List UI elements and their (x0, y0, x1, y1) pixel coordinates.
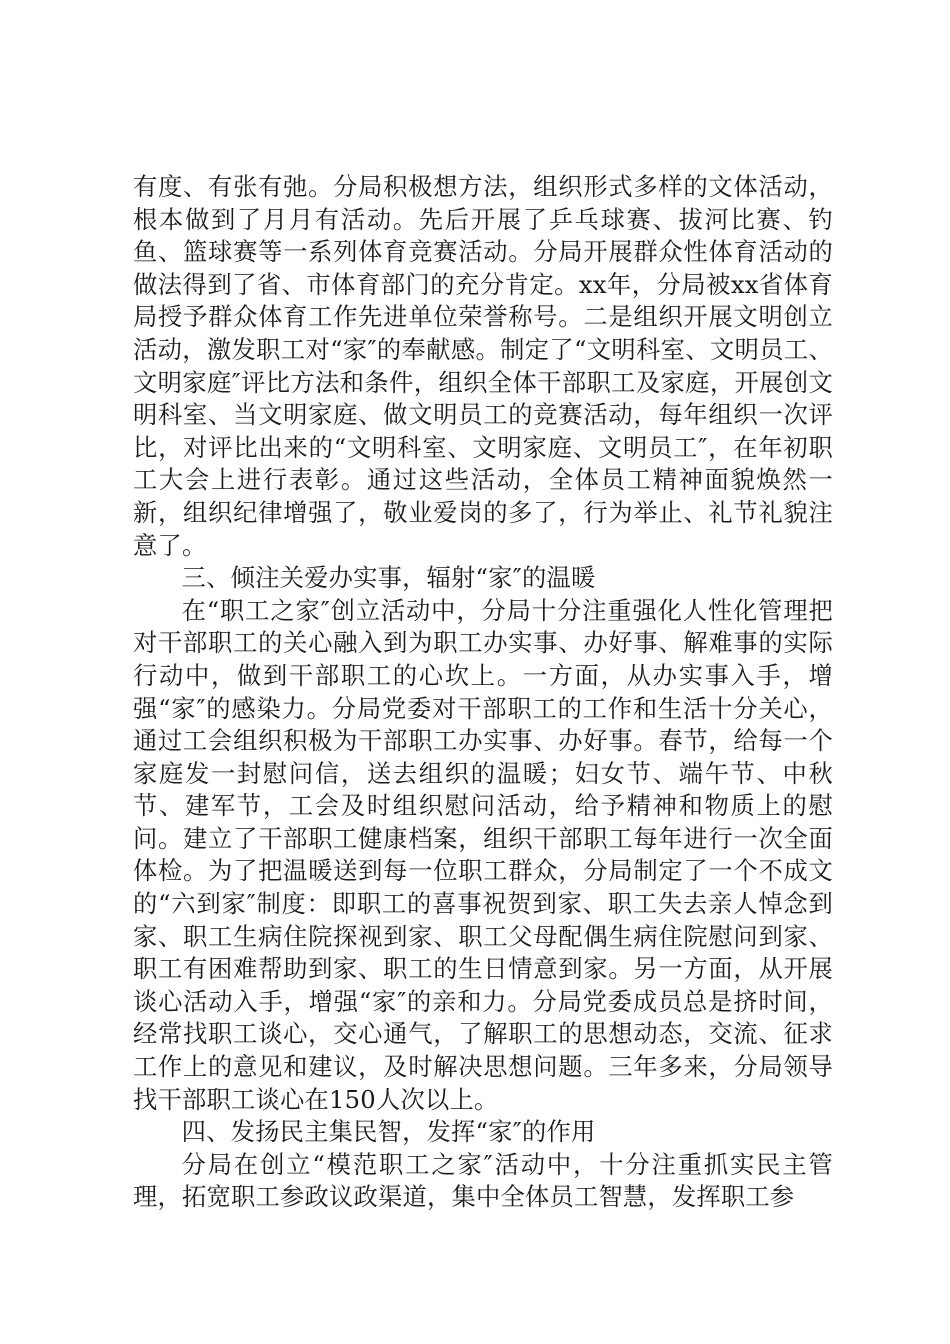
paragraph-sports-and-civilization: 有度、有张有弛。分局积极想方法，组织形式多样的文体活动，根本做到了月月有活动。先后开展了乒乓球赛、拔河比赛、钓鱼、篮球赛等一系列体育竞赛活动。分局开展群众性体育活动的做法得到了省、市体育部门的充分肯定。xx年，分局被xx省体育局授予群众体育工作先进单位荣誉称号。二是组织开展文明创立活动，激发职工对“家″的奉献感。制定了“文明科室、文明员工、文明家庭″评比方法和条件，组织全体干部职工及家庭，开展创文明科室、当文明家庭、做文明员工的竞赛活动，每年组织一次评比，对评比出来的“文明科室、文明家庭、文明员工″，在年初职工大会上进行表彰。通过这些活动，全体员工精神面貌焕然一新，组织纪律增强了，敬业爱岗的多了，行为举止、礼节礼貌注意了。 (133, 172, 833, 560)
document-body (133, 171, 833, 1214)
section-heading-three: 三、倾注关爱办实事，辐射“家″的温暖 (181, 563, 596, 593)
paragraph-democratic-management: 分局在创立“模范职工之家″活动中，十分注重抓实民主管理，拓宽职工参政议政渠道，集中全体员工智慧，发挥职工参 (133, 1149, 833, 1212)
section-heading-four: 四、发扬民主集民智，发挥“家″的作用 (181, 1117, 596, 1147)
paragraph-care-for-staff: 在“职工之家″创立活动中，分局十分注重强化人性化管理把对干部职工的关心融入到为职工办实事、办好事、解难事的实际行动中，做到干部职工的心坎上。一方面，从办实事入手，增强“家″的感染力。分局党委对干部职工的工作和生活十分关心，通过工会组织积极为干部职工办实事、办好事。春节，给每一个家庭发一封慰问信，送去组织的温暖；妇女节、端午节、中秋节、建军节，工会及时组织慰问活动，给予精神和物质上的慰问。建立了干部职工健康档案，组织干部职工每年进行一次全面体检。为了把温暖送到每一位职工群众，分局制定了一个不成文的“六到家″制度：即职工的喜事祝贺到家、职工失去亲人悼念到家、职工生病住院探视到家、职工父母配偶生病住院慰问到家、职工有困难帮助到家、职工的生日情意到家。另一方面，从开展谈心活动入手，增强“家″的亲和力。分局党委成员总是挤时间，经常找职工谈心，交心通气，了解职工的思想动态，交流、征求工作上的意见和建议，及时解决思想问题。三年多来，分局领导找干部职工谈心在150人次以上。 (133, 595, 833, 1114)
